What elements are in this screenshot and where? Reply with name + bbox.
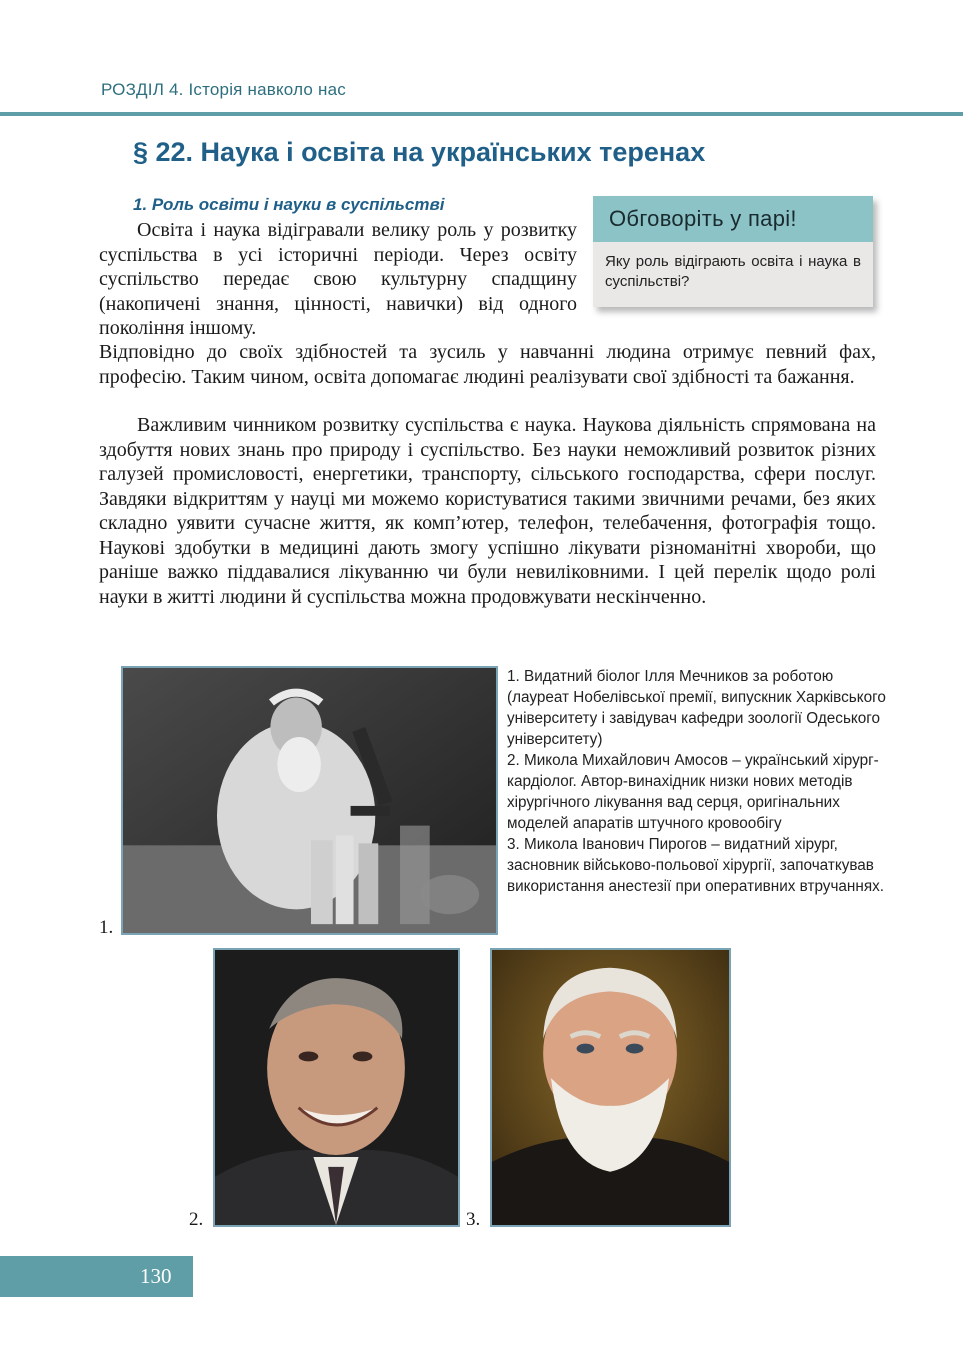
figure-number-2: 2. <box>189 1209 204 1230</box>
discuss-box-heading: Обговоріть у парі! <box>593 196 873 242</box>
paragraph-1: Освіта і наука відігравали велику роль у розвитку суспільства в усі історичні періоди. Через освіту суспільство передає свою культурну спадщину (накопичені знання, цінності, навички) від одного покоління іншому. <box>99 219 577 339</box>
section-header: РОЗДІЛ 4. Історія навколо нас <box>101 80 346 99</box>
paragraph-3: Важливим чинником розвитку суспільства є наука. Наукова діяльність спрямована на здобуття нових знань про природу і суспільство. Без науки неможливий розвиток різних галузей промисловості, енергетики, транспорту, сільського господарства, сфери послуг. Завдяки відкриттям у науці ми можемо користуватися такими звичними речами, без яких складно уявити сучасне життя, як комп’ютер, телефон, телебачення, фотографія тощо. Наукові здобутки в медицині дають змогу успішно лікувати різноманітні хвороби, що раніше важко піддавалися лікуванню чи були невиліковними. І цей перелік щодо ролі науки в житті людини й суспільства можна продовжувати нескінченно. <box>99 414 876 608</box>
caption-1: 1. Видатний біолог Ілля Мечников за роботою (лауреат Нобелівської премії, випускник Харківського університету і завідувач кафедри зоології Одеського університету) <box>507 668 886 748</box>
figure-number-3: 3. <box>466 1209 481 1230</box>
photo-amosov <box>213 948 460 1227</box>
page-title: § 22. Наука і освіта на українських теренах <box>133 137 706 167</box>
subheading: 1. Роль освіти і науки в суспільстві <box>133 195 445 214</box>
header-divider <box>0 112 963 116</box>
photo-mechnikov <box>121 666 498 935</box>
discuss-in-pairs-box <box>593 196 873 307</box>
paragraph-2: Відповідно до своїх здібностей та зусиль у навчанні людина отримує певний фах, професію. Таким чином, освіта допомагає людині реалізувати свої здібності та бажання. <box>99 341 876 388</box>
caption-3: 3. Микола Іванович Пирогов – видатний хірург, засновник військово-польової хірургії, започаткував використання анестезії при оперативних втручаннях. <box>507 836 885 895</box>
caption-2: 2. Микола Михайлович Амосов – український хірург-кардіолог. Автор-винахідник низки нових методів хірургічного лікування вад серця, оригінальних моделей апаратів штучного кровообігу <box>507 752 879 832</box>
page-number: 130 <box>140 1264 172 1288</box>
figure-number-1: 1. <box>99 917 114 938</box>
photo-pyrohov <box>490 948 731 1227</box>
discuss-box-question: Яку роль відіграють освіта і наука в суспільстві? <box>605 253 861 290</box>
figure-captions <box>507 666 897 897</box>
